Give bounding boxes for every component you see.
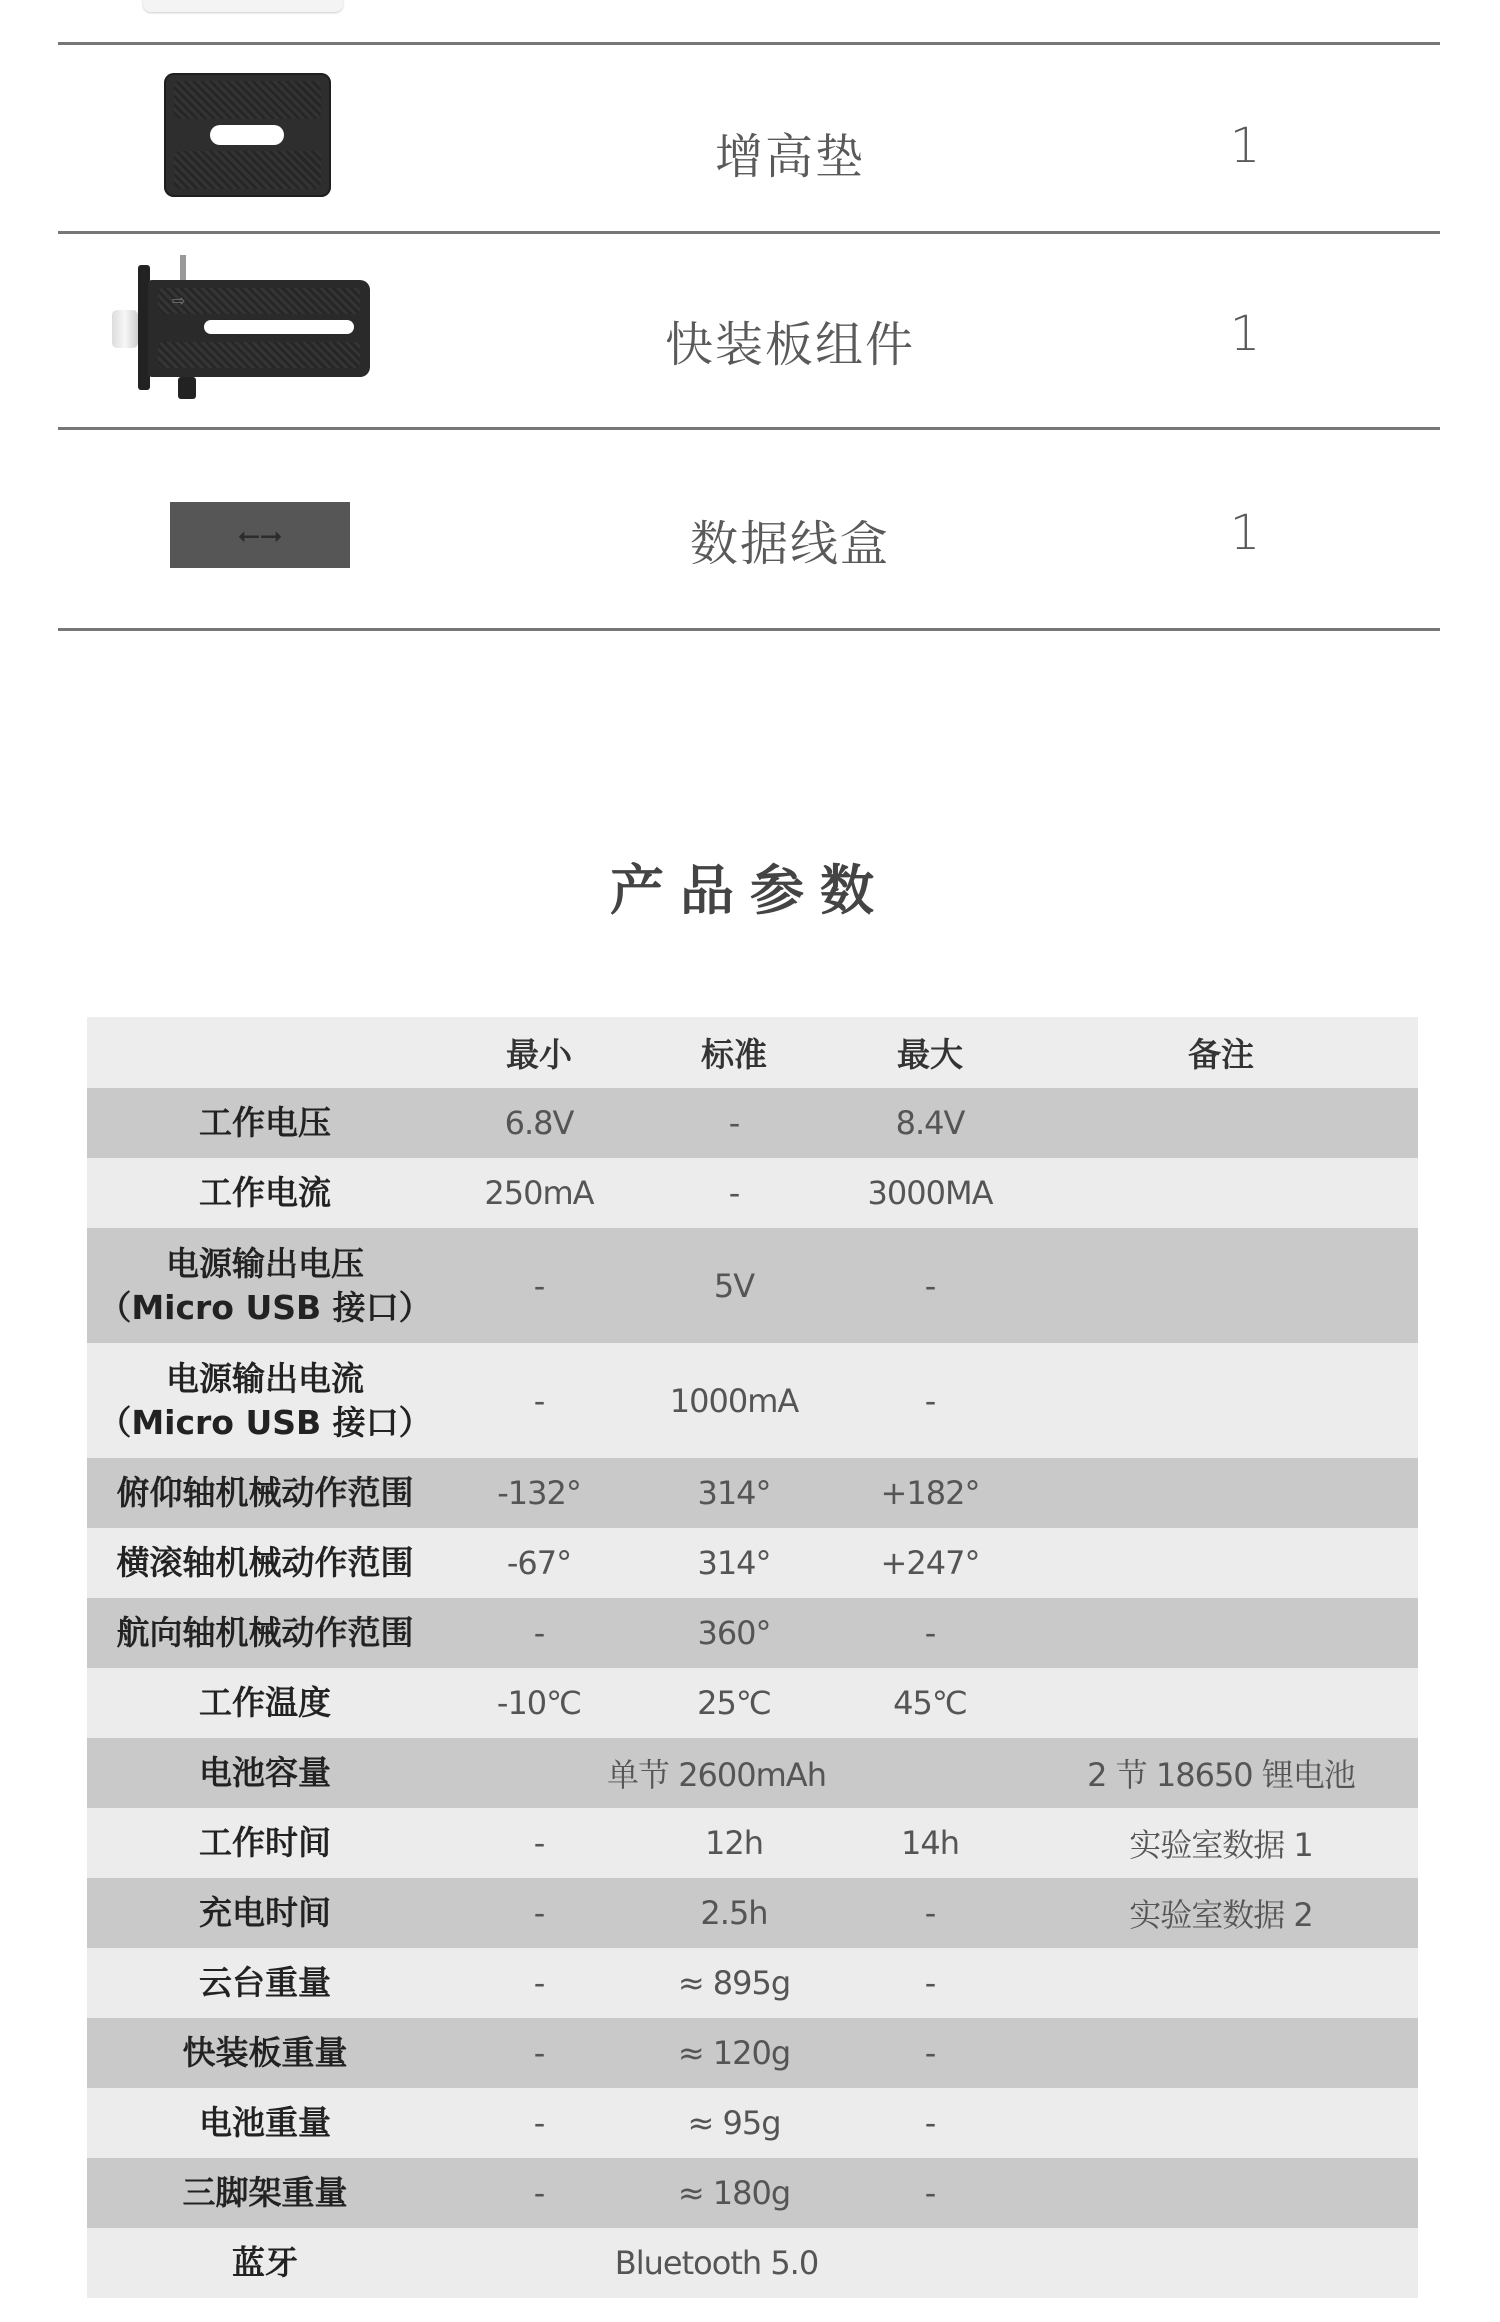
cell-min: - xyxy=(533,2174,545,2212)
cell-min: - xyxy=(533,1266,545,1305)
cell-standard: - xyxy=(728,1174,740,1212)
row-label-line1: 电源输出电压 xyxy=(166,1243,364,1283)
item-quantity: 1 xyxy=(1229,306,1261,362)
cell-standard: 314° xyxy=(697,1544,771,1582)
cell-note xyxy=(1021,1158,1421,1228)
cell-min: -10℃ xyxy=(496,1684,582,1722)
row-label: 横滚轴机械动作范围 xyxy=(116,1543,414,1582)
divider xyxy=(58,231,1440,234)
cell-standard: 314° xyxy=(697,1474,771,1512)
cell-note xyxy=(1021,1088,1421,1158)
cell-max: 3000MA xyxy=(867,1174,993,1212)
cell-note: 实验室数据 2 xyxy=(1129,1896,1313,1934)
cell-note xyxy=(1021,1598,1421,1668)
spec-table xyxy=(87,1017,1418,2298)
cell-note xyxy=(1021,2228,1421,2298)
table-header xyxy=(87,1017,1418,1088)
cell-max: +247° xyxy=(880,1544,980,1582)
arrow-icon: ⇨ xyxy=(172,291,186,310)
divider xyxy=(58,628,1440,631)
table-row xyxy=(87,1738,1418,1808)
cell-note xyxy=(1021,1343,1421,1458)
cell-note xyxy=(1021,2158,1421,2228)
row-label: 工作电流 xyxy=(199,1173,331,1212)
cell-min: 6.8V xyxy=(504,1104,574,1142)
cell-note: 实验室数据 1 xyxy=(1129,1826,1313,1864)
row-label: 三脚架重量 xyxy=(182,2173,348,2212)
riser-pad-image xyxy=(164,73,331,197)
cell-max: 8.4V xyxy=(895,1104,965,1142)
table-row xyxy=(87,2228,1418,2298)
cell-min: - xyxy=(533,2104,545,2142)
cell-note xyxy=(1021,1458,1421,1528)
table-row xyxy=(87,1343,1418,1458)
cell-max: - xyxy=(924,1964,936,2002)
item-name: 数据线盒 xyxy=(689,516,890,572)
item-name: 快装板组件 xyxy=(664,317,915,373)
row-label xyxy=(87,1228,443,1343)
row-label: 电池容量 xyxy=(199,1753,331,1792)
item-quantity: 1 xyxy=(1229,118,1261,174)
table-row xyxy=(87,1458,1418,1528)
row-label: 云台重量 xyxy=(199,1963,331,2002)
cell-note xyxy=(1021,1668,1421,1738)
cell-standard: 1000mA xyxy=(669,1381,799,1420)
row-label: 航向轴机械动作范围 xyxy=(116,1613,414,1652)
row-label: 工作温度 xyxy=(199,1683,331,1722)
previous-item-image xyxy=(143,0,343,12)
cell-note xyxy=(1021,1228,1421,1343)
column-header-max: 最大 xyxy=(897,1035,963,1074)
cell-min: - xyxy=(533,1614,545,1652)
cell-max: - xyxy=(924,1614,936,1652)
usb-icon: ⭠⭢ xyxy=(237,518,283,551)
table-row xyxy=(87,2158,1418,2228)
cell-standard: 25℃ xyxy=(697,1684,771,1722)
cell-min: -132° xyxy=(497,1474,581,1512)
cell-standard: 360° xyxy=(697,1614,771,1652)
cell-standard: ≈ 180g xyxy=(677,2174,791,2212)
cell-max: - xyxy=(924,2034,936,2072)
cell-max: - xyxy=(924,2174,936,2212)
cell-standard: ≈ 120g xyxy=(677,2034,791,2072)
cell-max: - xyxy=(924,1381,936,1420)
row-label: 俯仰轴机械动作范围 xyxy=(116,1473,414,1512)
cell-note: 2 节 18650 锂电池 xyxy=(1087,1756,1355,1794)
cell-max: 45℃ xyxy=(893,1684,967,1722)
table-row xyxy=(87,1878,1418,1948)
table-row xyxy=(87,1668,1418,1738)
divider xyxy=(58,42,1440,45)
table-row xyxy=(87,2018,1418,2088)
cell-merged-value: Bluetooth 5.0 xyxy=(614,2244,819,2282)
cell-note xyxy=(1021,1528,1421,1598)
cell-max: - xyxy=(924,1894,936,1932)
cell-standard: 12h xyxy=(705,1824,763,1862)
table-row xyxy=(87,2088,1418,2158)
cell-max: - xyxy=(924,2104,936,2142)
cell-note xyxy=(1021,2018,1421,2088)
row-label: 电池重量 xyxy=(199,2103,331,2142)
cell-note xyxy=(1021,1948,1421,2018)
table-row xyxy=(87,1088,1418,1158)
cell-min: - xyxy=(533,1894,545,1932)
cell-min: 250mA xyxy=(484,1174,594,1212)
cell-min: - xyxy=(533,2034,545,2072)
cell-merged-value: 单节 2600mAh xyxy=(607,1756,826,1794)
usb-cable-box-image xyxy=(170,502,350,568)
table-row xyxy=(87,1598,1418,1668)
cell-max: - xyxy=(924,1266,936,1305)
cell-standard: - xyxy=(728,1104,740,1142)
cell-standard: ≈ 95g xyxy=(687,2104,781,2142)
row-label: 工作电压 xyxy=(199,1103,331,1142)
section-title: 产品参数 xyxy=(610,859,890,922)
row-label-line2: （Micro USB 接口） xyxy=(98,1402,432,1442)
cell-min: - xyxy=(533,1824,545,1862)
divider xyxy=(58,427,1440,430)
cell-standard: 5V xyxy=(713,1266,755,1305)
row-label-line1: 电源输出电流 xyxy=(166,1358,364,1398)
cell-min: - xyxy=(533,1964,545,2002)
table-row xyxy=(87,1528,1418,1598)
quick-release-plate-image xyxy=(110,255,375,405)
table-row xyxy=(87,1948,1418,2018)
cell-standard: ≈ 895g xyxy=(677,1964,791,2002)
table-row xyxy=(87,1808,1418,1878)
cell-min: -67° xyxy=(506,1544,572,1582)
cell-note xyxy=(1021,2088,1421,2158)
item-quantity: 1 xyxy=(1229,505,1261,561)
cell-max: 14h xyxy=(901,1824,959,1862)
column-header-min: 最小 xyxy=(506,1035,572,1074)
row-label: 蓝牙 xyxy=(232,2243,298,2282)
cell-min: - xyxy=(533,1381,545,1420)
cell-standard: 2.5h xyxy=(700,1894,768,1932)
row-label: 充电时间 xyxy=(199,1893,331,1932)
item-name: 增高垫 xyxy=(714,129,865,185)
row-label: 快装板重量 xyxy=(182,2033,348,2072)
cell-max: +182° xyxy=(880,1474,980,1512)
table-row xyxy=(87,1228,1418,1343)
row-label-line2: （Micro USB 接口） xyxy=(98,1287,432,1327)
table-row xyxy=(87,1158,1418,1228)
row-label xyxy=(87,1343,443,1458)
row-label: 工作时间 xyxy=(199,1823,331,1862)
column-header-standard: 标准 xyxy=(701,1035,767,1074)
column-header-note: 备注 xyxy=(1188,1035,1254,1074)
